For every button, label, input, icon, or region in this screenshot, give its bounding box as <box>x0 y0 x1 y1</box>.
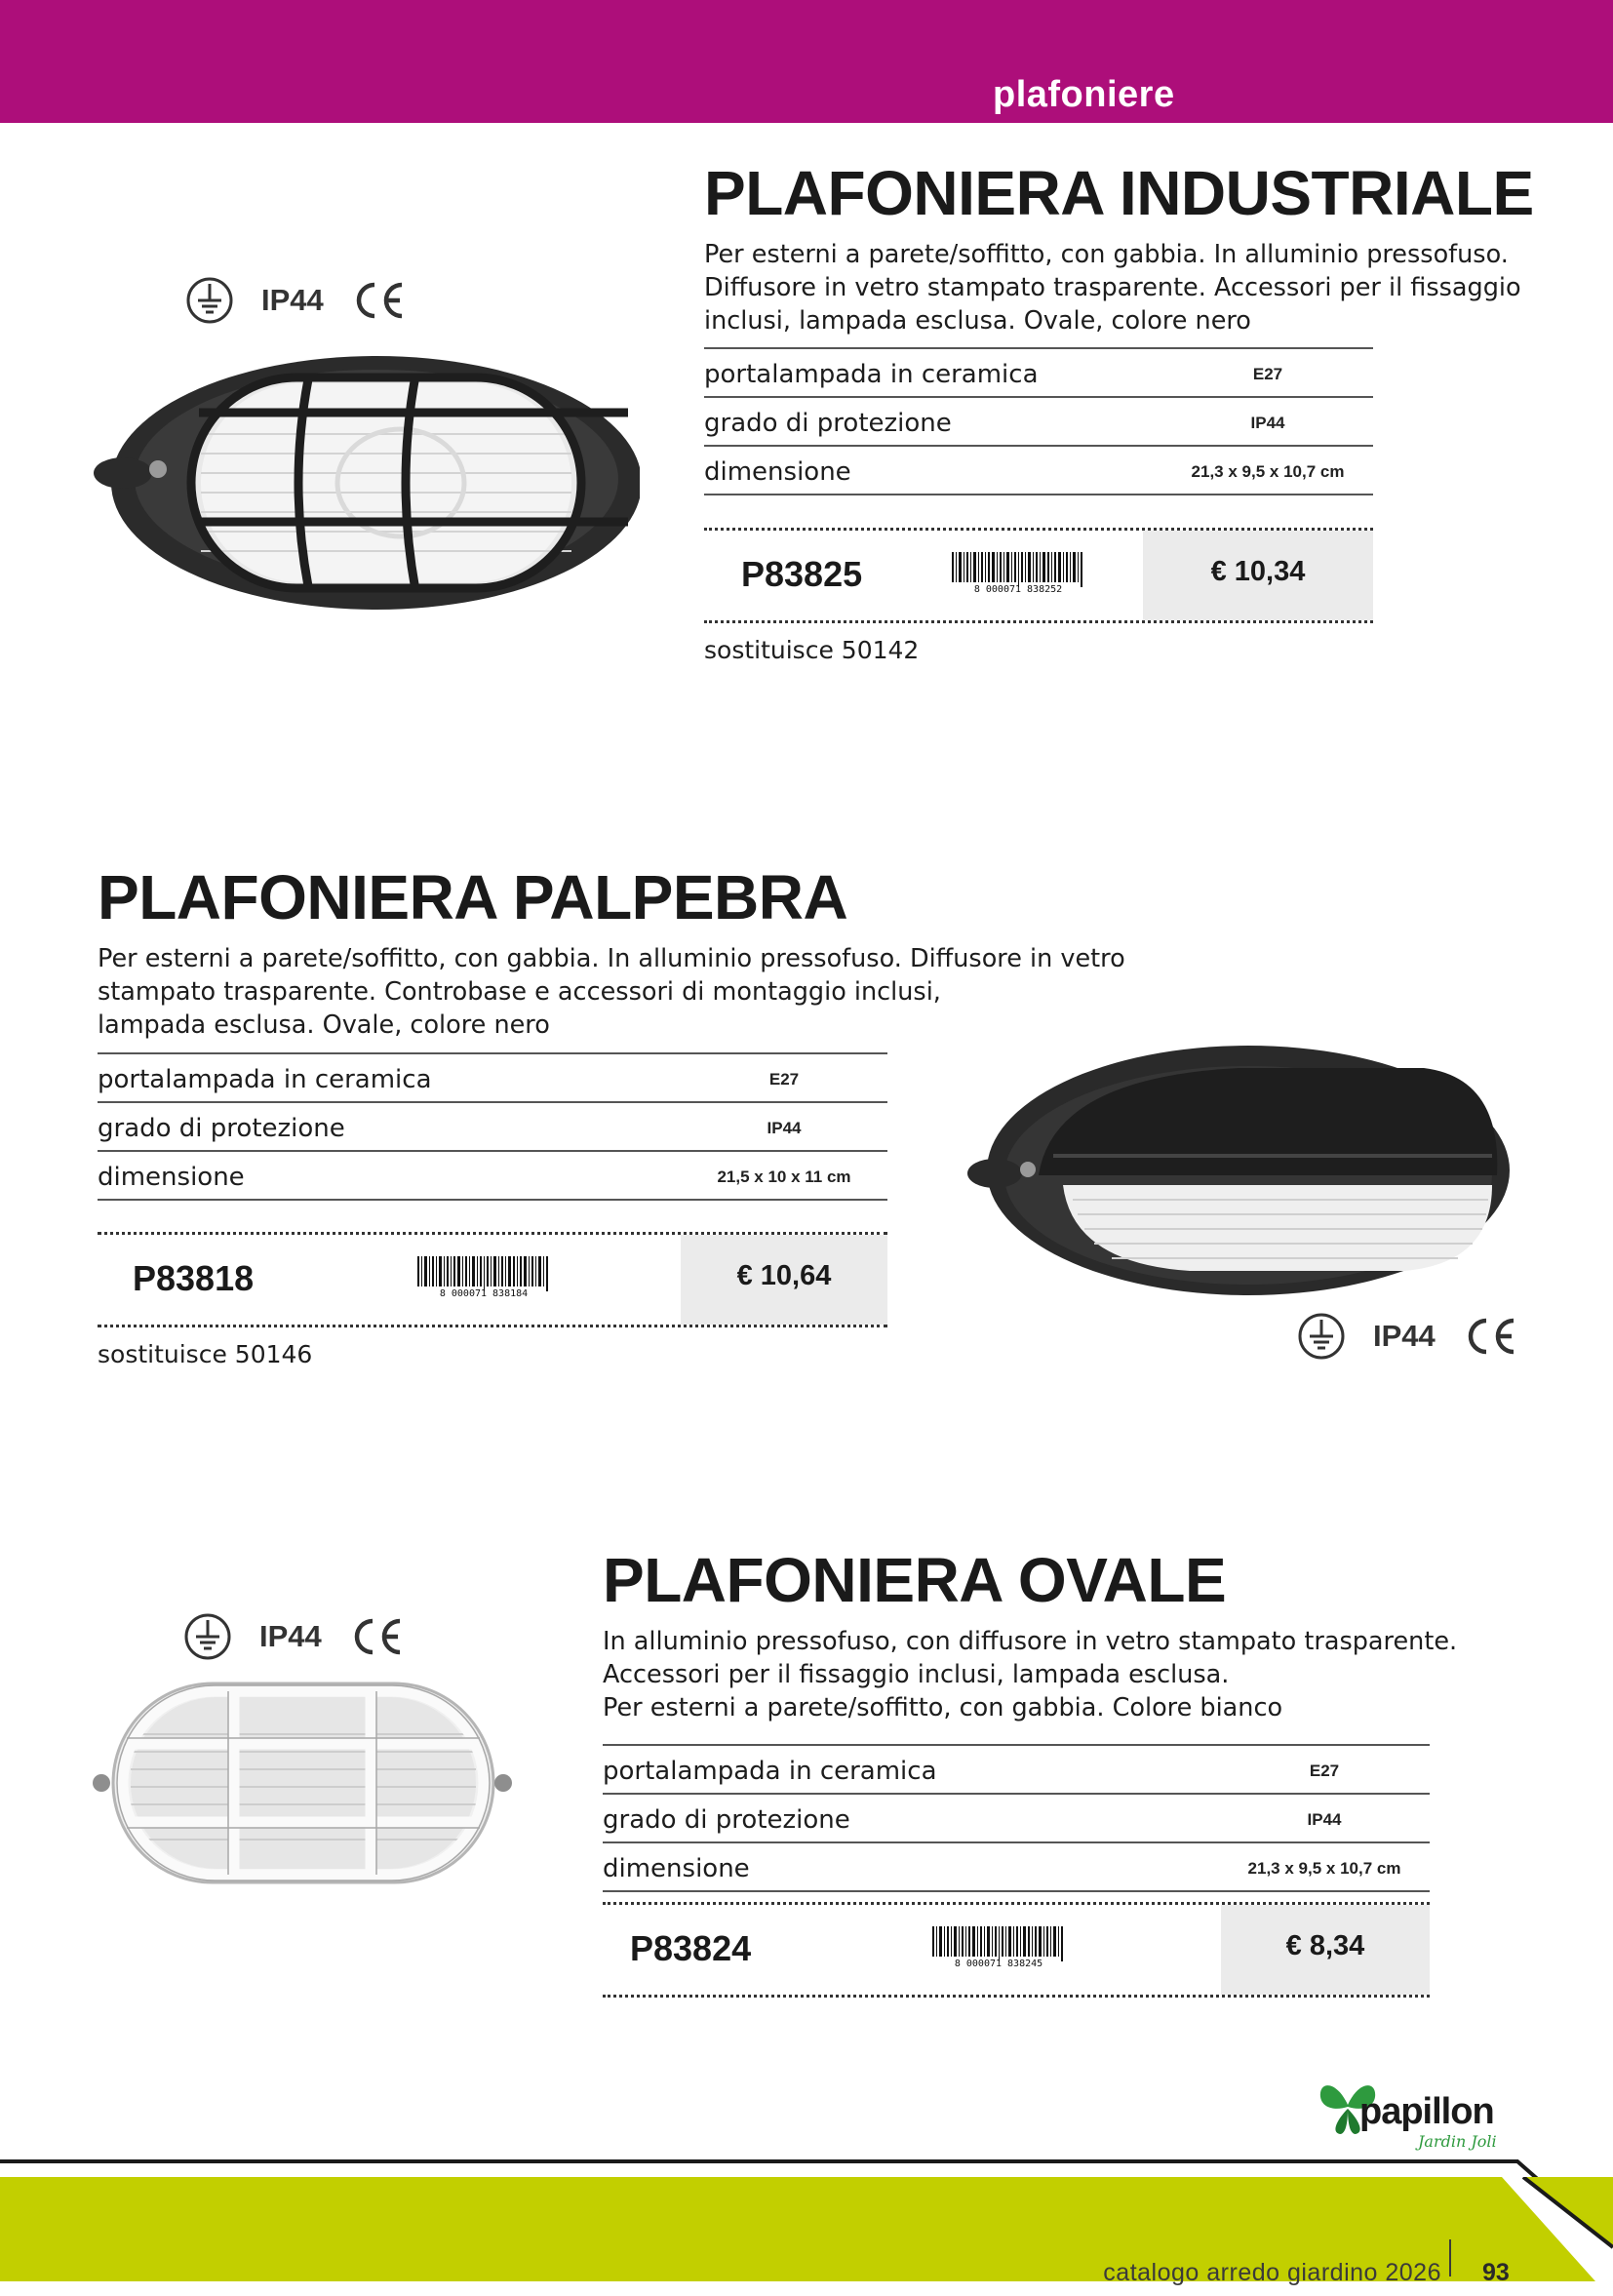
spec-row <box>704 347 1373 396</box>
product-title: PLAFONIERA INDUSTRIALE <box>704 158 1534 228</box>
spec-label: dimensione <box>704 457 851 487</box>
spec-row <box>603 1841 1430 1892</box>
barcode <box>412 1256 556 1297</box>
product-ovale-specs <box>603 1744 1430 1892</box>
spec-value: IP44 <box>767 1119 802 1137</box>
spec-value: E27 <box>1309 1762 1340 1780</box>
product-ovale-order <box>603 1902 1430 1998</box>
spec-row <box>603 1744 1430 1793</box>
product-description: In alluminio pressofuso, con diffusore in vetro stampato trasparente. Accessori per il fissaggio inclusi, lampada esclusa. Per esterni a parete/soffitto, con gabbia. Colore bianco <box>603 1627 1458 1722</box>
ip-rating: IP44 <box>259 1619 322 1653</box>
product-title: PLAFONIERA OVALE <box>603 1545 1227 1615</box>
catalog-title: catalogo arredo giardino 2026 <box>1103 2259 1441 2286</box>
product-industriale <box>704 158 1534 337</box>
header-bar <box>0 0 1613 123</box>
product-title: PLAFONIERA PALPEBRA <box>98 862 848 932</box>
page-number: 93 <box>1482 2259 1510 2286</box>
spec-row <box>98 1052 887 1101</box>
product-1-badges <box>185 273 406 328</box>
product-ovale <box>603 1545 1458 1724</box>
price-box <box>681 1235 887 1325</box>
barcode-number: 8 000071 838252 <box>973 584 1063 593</box>
spec-row <box>603 1793 1430 1841</box>
ip-rating: IP44 <box>1373 1319 1436 1353</box>
spec-row <box>704 445 1373 495</box>
product-price: € 10,34 <box>1210 556 1306 587</box>
product-palpebra-specs <box>98 1052 887 1201</box>
lamp-ovale-image <box>88 1676 517 1890</box>
product-description: Per esterni a parete/soffitto, con gabbia. In alluminio pressofuso. Diffusore in vetro stampato trasparente. Accessori per il fissaggio inclusi, lampada esclusa. Ovale, colore nero <box>704 240 1521 336</box>
ip-rating: IP44 <box>261 283 324 317</box>
replaces-note: sostituisce 50142 <box>704 636 920 664</box>
lamp-industriale-image <box>94 336 640 610</box>
brand-logo <box>1317 2076 1521 2154</box>
replaces-note: sostituisce 50146 <box>98 1340 313 1368</box>
ground-icon <box>1297 1312 1346 1361</box>
barcode-number: 8 000071 838245 <box>954 1959 1043 1967</box>
spec-label: portalampada in ceramica <box>98 1065 432 1094</box>
spec-value: E27 <box>768 1070 800 1089</box>
ground-icon <box>183 1612 232 1661</box>
footer-separator <box>1449 2239 1451 2276</box>
spec-label: grado di protezione <box>98 1114 345 1143</box>
spec-value: E27 <box>1252 365 1283 383</box>
spec-label: grado di protezione <box>603 1805 850 1835</box>
spec-value: 21,3 x 9,5 x 10,7 cm <box>1247 1859 1401 1878</box>
price-box <box>1221 1905 1430 1995</box>
product-industriale-order <box>704 528 1373 623</box>
price-box <box>1143 531 1373 620</box>
spec-value: IP44 <box>1307 1810 1342 1829</box>
brand-tagline: Jardin Joli <box>1418 2132 1497 2151</box>
spec-row <box>98 1101 887 1150</box>
barcode-number: 8 000071 838184 <box>439 1288 529 1297</box>
spec-row <box>98 1150 887 1201</box>
spec-value: 21,3 x 9,5 x 10,7 cm <box>1191 462 1345 481</box>
spec-row <box>704 396 1373 445</box>
spec-label: portalampada in ceramica <box>704 360 1039 389</box>
brand-name: papillon <box>1359 2091 1494 2132</box>
spec-label: dimensione <box>603 1854 750 1883</box>
ce-mark-icon <box>349 1617 404 1656</box>
barcode <box>946 552 1090 593</box>
product-2-badges <box>1297 1309 1517 1364</box>
product-price: € 8,34 <box>1285 1930 1365 1961</box>
product-3-badges <box>183 1609 404 1664</box>
lamp-palpebra-image <box>965 1039 1512 1302</box>
spec-value: 21,5 x 10 x 11 cm <box>717 1168 851 1186</box>
product-code: P83818 <box>133 1258 255 1298</box>
product-description: Per esterni a parete/soffitto, con gabbia. In alluminio pressofuso. Diffusore in vetro stampato trasparente. Controbase e accessori di montaggio inclusi, lampada esclusa. Ovale, colore nero <box>98 944 1125 1040</box>
spec-value: IP44 <box>1250 414 1285 432</box>
product-code: P83825 <box>741 554 863 594</box>
spec-label: portalampada in ceramica <box>603 1757 937 1786</box>
product-price: € 10,64 <box>736 1260 832 1291</box>
barcode <box>926 1926 1071 1967</box>
product-code: P83824 <box>630 1928 752 1968</box>
ce-mark-icon <box>1463 1317 1517 1356</box>
ground-icon <box>185 276 234 325</box>
product-industriale-specs <box>704 347 1373 495</box>
product-palpebra-order <box>98 1232 887 1327</box>
product-palpebra <box>98 862 1125 1042</box>
footer-corner <box>1502 2177 1613 2281</box>
spec-label: grado di protezione <box>704 409 952 438</box>
section-title: plafoniere <box>993 74 1175 115</box>
ce-mark-icon <box>351 281 406 320</box>
spec-label: dimensione <box>98 1163 245 1192</box>
